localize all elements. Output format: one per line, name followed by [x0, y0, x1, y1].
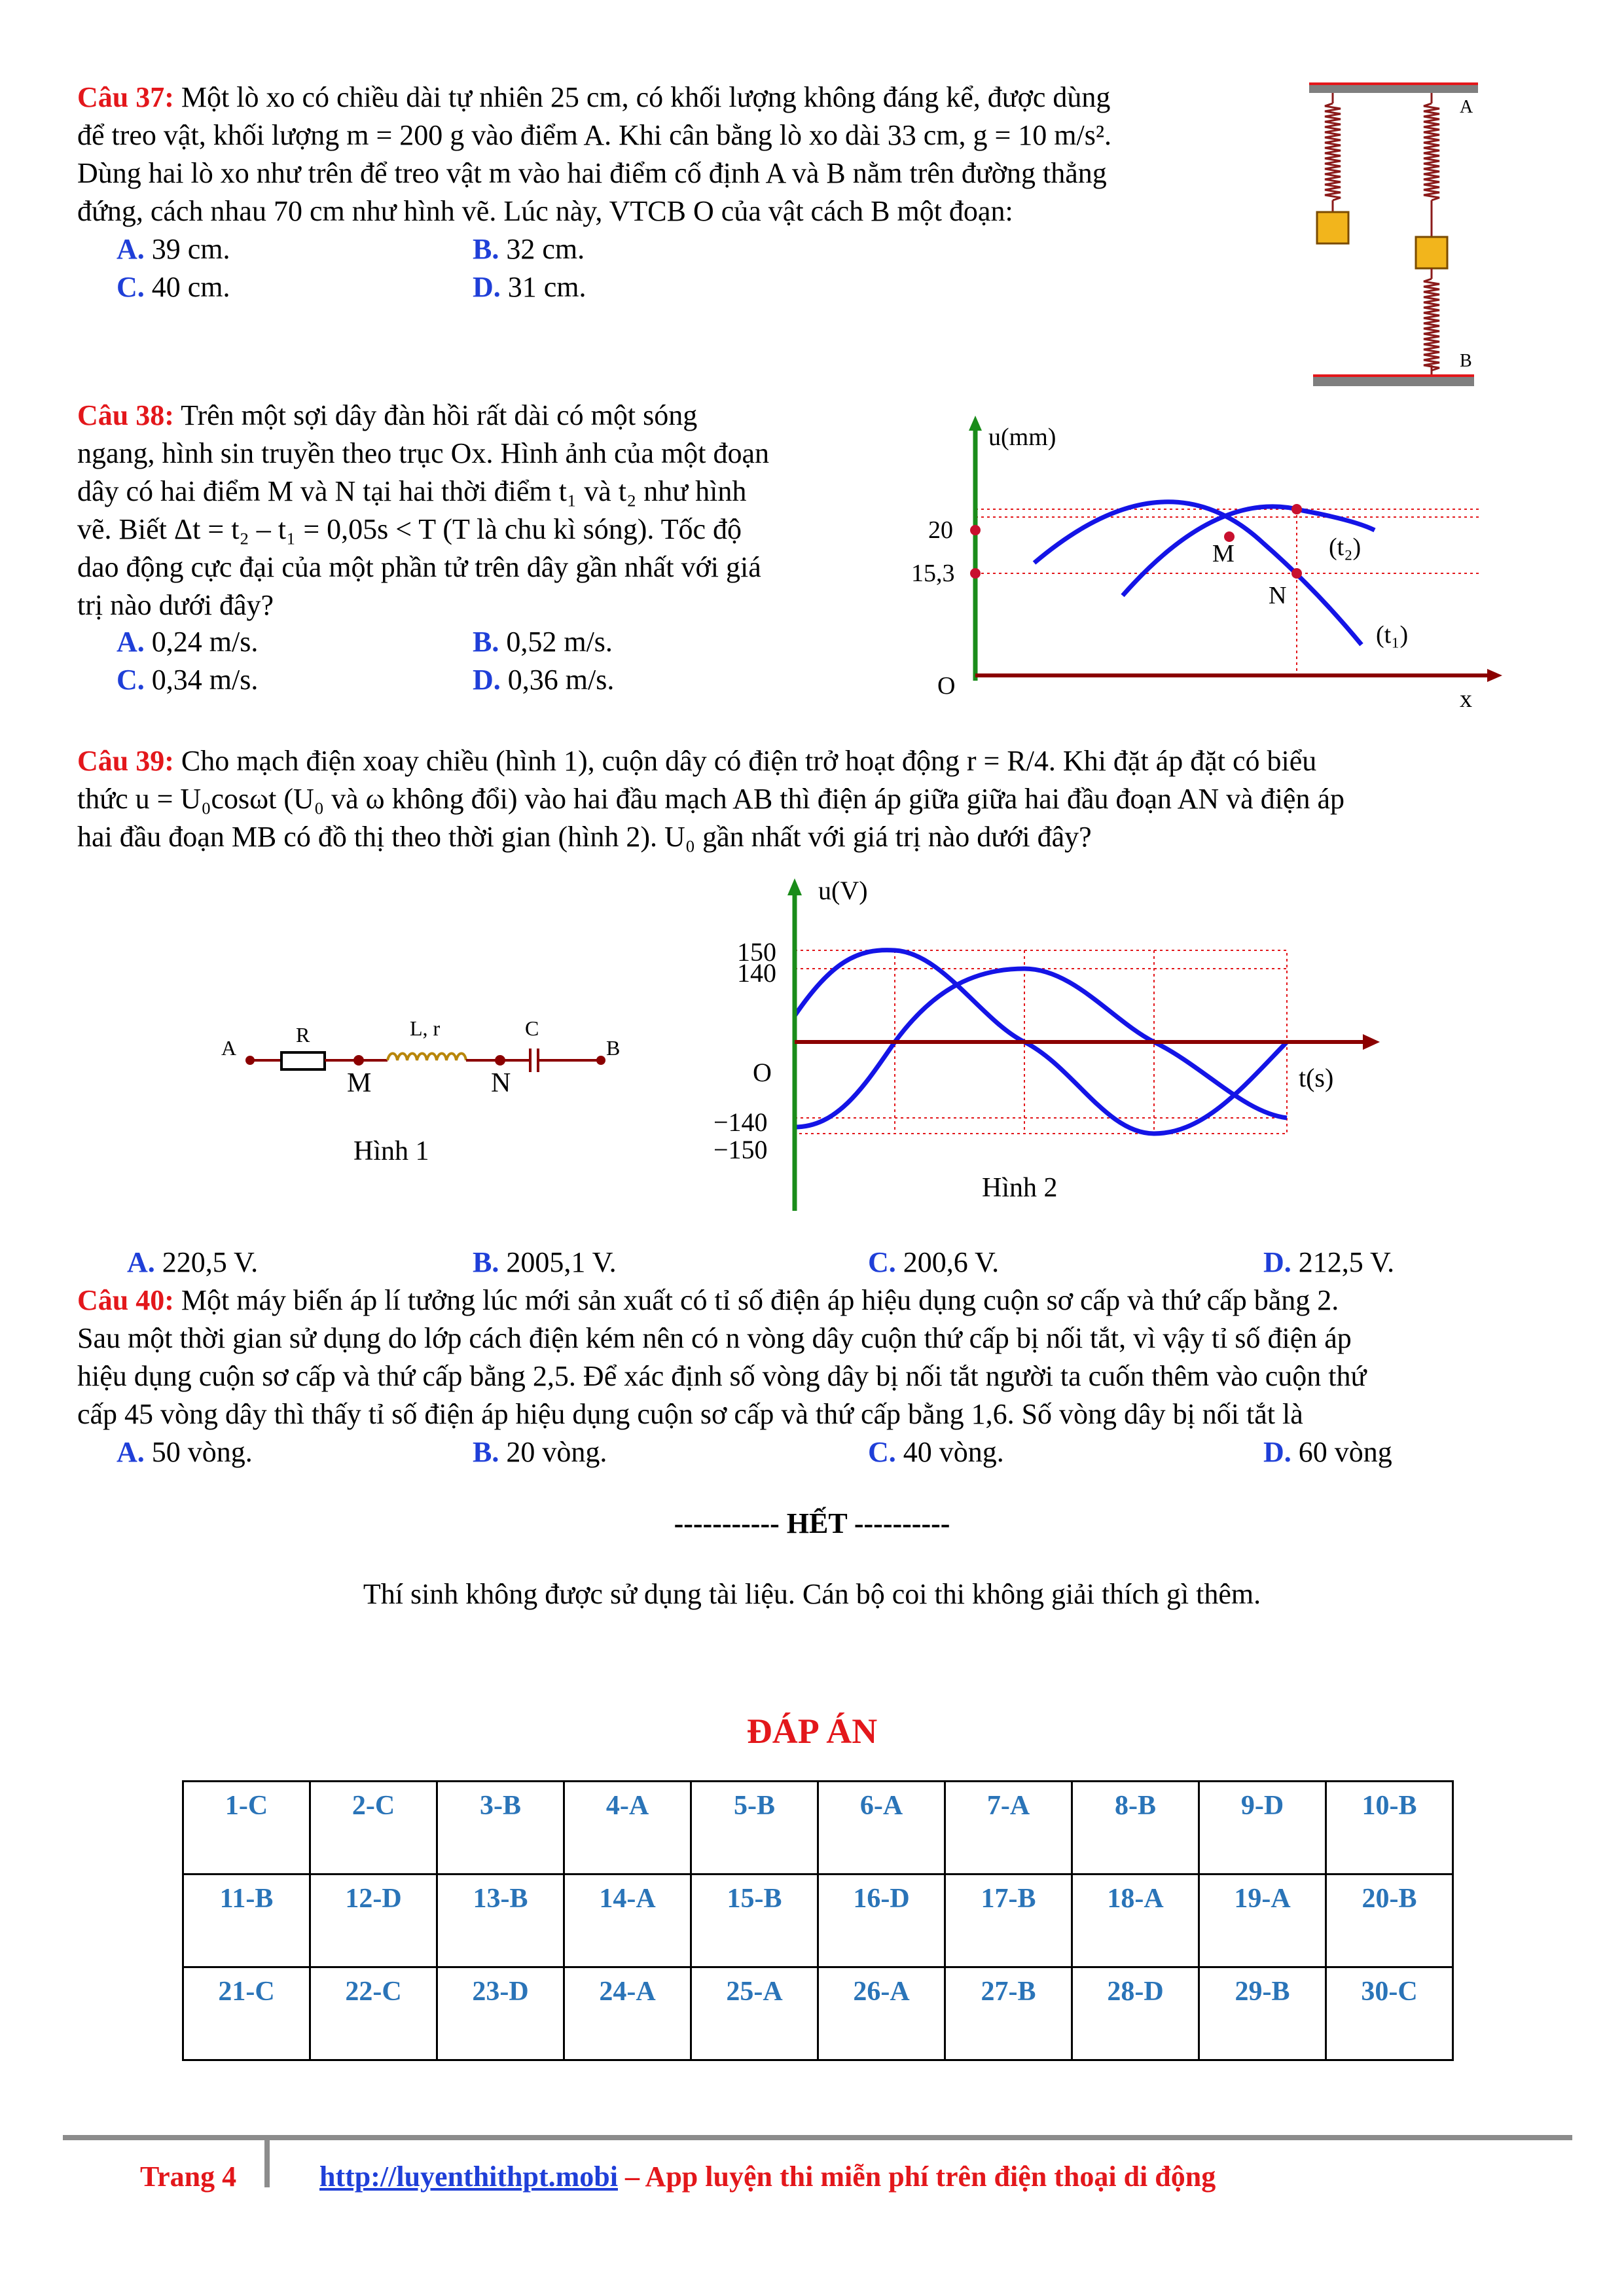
- q37-spring-figure: [1303, 65, 1492, 399]
- answer-cell: 9-D: [1199, 1782, 1326, 1874]
- q39-option-b[interactable]: B. 2005,1 V.: [473, 1246, 617, 1278]
- q40-option-c[interactable]: C. 40 vòng.: [868, 1436, 1004, 1468]
- x-axis-arrow: [1487, 669, 1502, 682]
- x-axis-label: x: [1460, 685, 1472, 713]
- q38-line: ngang, hình sin truyền theo trục Ox. Hình ảnh của một đoạn: [77, 437, 770, 469]
- node-m: [353, 1055, 364, 1066]
- answer-cell: 18-A: [1072, 1874, 1199, 1967]
- answer-cell: 17-B: [945, 1874, 1072, 1967]
- q38-wave-figure: [910, 412, 1512, 720]
- q37-line: Một lò xo có chiều dài tự nhiên 25 cm, có khối lượng không đáng kể, được dùng: [173, 81, 1111, 113]
- graph-x-label: t(s): [1299, 1063, 1334, 1092]
- answer-cell: 6-A: [818, 1782, 945, 1874]
- q38-line: Trên một sợi dây đàn hồi rất dài có một sóng: [173, 399, 698, 431]
- q39-number: Câu 39:: [77, 745, 174, 777]
- answer-cell: 23-D: [437, 1967, 564, 2060]
- q37-option-a[interactable]: A. 39 cm.: [117, 233, 230, 265]
- answer-cell: 19-A: [1199, 1874, 1326, 1967]
- q39-option-a[interactable]: A. 220,5 V.: [127, 1246, 259, 1278]
- q37-option-c[interactable]: C. 40 cm.: [117, 271, 230, 303]
- terminal-a: [245, 1056, 255, 1065]
- dot-n: [1291, 568, 1302, 579]
- left-spring: [1325, 93, 1341, 212]
- graph-u-arrow: [787, 878, 802, 895]
- graph-y-label: u(V): [818, 876, 868, 905]
- tick-20: 20: [928, 516, 953, 544]
- answer-cell: 8-B: [1072, 1782, 1199, 1874]
- u-axis-label: u(mm): [988, 423, 1056, 451]
- q39-option-d[interactable]: D. 212,5 V.: [1263, 1246, 1395, 1278]
- circuit-caption: Hình 1: [353, 1136, 429, 1166]
- q37-line: để treo vật, khối lượng m = 200 g vào điểm A. Khi cân bằng lò xo dài 33 cm, g = 10 m/s².: [77, 119, 1112, 151]
- floor-red-line: [1313, 374, 1474, 377]
- graph-origin: O: [753, 1058, 772, 1087]
- terminal-b: [596, 1056, 605, 1065]
- q40-line: cấp 45 vòng dây thì thấy tỉ số điện áp hiệu dụng cuộn sơ cấp và thứ cấp bằng 1,6. Số vòng dây bị nối tắt là: [77, 1398, 1303, 1430]
- answer-cell: 12-D: [310, 1874, 437, 1967]
- graph-tick-m140: −140: [713, 1107, 768, 1137]
- q37-option-b[interactable]: B. 32 cm.: [473, 233, 585, 265]
- q37-line: đứng, cách nhau 70 cm như hình vẽ. Lúc này, VTCB O của vật cách B một đoạn:: [77, 195, 1013, 227]
- u-axis-arrow: [969, 416, 982, 431]
- answer-cell: 21-C: [183, 1967, 310, 2060]
- left-mass: [1317, 212, 1348, 243]
- q40-option-a[interactable]: A. 50 vòng.: [117, 1436, 253, 1468]
- q37-number: Câu 37:: [77, 81, 174, 113]
- q40-number: Câu 40:: [77, 1284, 174, 1316]
- q38-text: [77, 397, 881, 624]
- q37-option-d[interactable]: D. 31 cm.: [473, 271, 586, 303]
- tick-153: 15,3: [911, 560, 955, 587]
- q38-option-c[interactable]: C. 0,34 m/s.: [117, 664, 259, 696]
- q39-text: [77, 742, 1557, 856]
- answer-cell: 26-A: [818, 1967, 945, 2060]
- answers-title: ĐÁP ÁN: [746, 1712, 878, 1751]
- origin-label: O: [937, 672, 956, 700]
- circuit-n-label: N: [491, 1068, 511, 1098]
- answer-cell: 5-B: [691, 1782, 818, 1874]
- answer-cell: 20-B: [1326, 1874, 1453, 1967]
- q39-line: thức u = U₀cosωt (U₀ và ω không đổi) vào hai đầu mạch AB thì điện áp giữa giữa hai đầu đoạn AN và điện áp: [77, 783, 1344, 815]
- exam-note: Thí sinh không được sử dụng tài liệu. Cán bộ coi thi không giải thích gì thêm.: [363, 1578, 1261, 1610]
- footer-url-link[interactable]: http://luyenthithpt.mobi: [319, 2161, 618, 2193]
- circuit-b-label: B: [606, 1036, 621, 1060]
- answers-table: [182, 1780, 1454, 2061]
- floor-bar: [1313, 377, 1474, 386]
- q38-number: Câu 38:: [77, 399, 174, 431]
- right-top-spring: [1424, 93, 1439, 237]
- footer-page: Trang 4: [140, 2161, 237, 2193]
- answer-cell: 28-D: [1072, 1967, 1199, 2060]
- label-t2: (t₂): [1329, 533, 1362, 561]
- answer-cell: 7-A: [945, 1782, 1072, 1874]
- answer-cell: 30-C: [1326, 1967, 1453, 2060]
- dot-153-axis: [970, 568, 981, 579]
- point-b-label: B: [1460, 351, 1472, 371]
- answer-cell: 24-A: [564, 1967, 691, 2060]
- label-t1: (t₁): [1376, 621, 1409, 649]
- q40-option-d[interactable]: D. 60 vòng: [1263, 1436, 1392, 1468]
- q38-line: vẽ. Biết Δt = t₂ – t₁ = 0,05s < T (T là chu kì sóng). Tốc độ: [77, 513, 742, 545]
- graph-caption: Hình 2: [982, 1173, 1058, 1203]
- label-m: M: [1212, 540, 1235, 567]
- q40-line: hiệu dụng cuộn sơ cấp và thứ cấp bằng 2,5. Để xác định số vòng dây bị nối tắt người ta cuốn thêm vào cuộn thứ: [77, 1360, 1367, 1392]
- q37-text: [77, 79, 1275, 230]
- answer-cell: 22-C: [310, 1967, 437, 2060]
- footer-link-row: [319, 2160, 1216, 2193]
- dot-top: [1291, 504, 1302, 514]
- ceiling-red-line: [1309, 82, 1478, 85]
- circuit-m-label: M: [347, 1068, 372, 1098]
- answer-cell: 4-A: [564, 1782, 691, 1874]
- q40-option-b[interactable]: B. 20 vòng.: [473, 1436, 607, 1468]
- table-row: [183, 1874, 1453, 1967]
- graph-tick-140: 140: [737, 958, 776, 988]
- q38-line: dây có hai điểm M và N tại hai thời điểm t₁ và t₂ như hình: [77, 475, 747, 507]
- table-row: [183, 1967, 1453, 2060]
- circuit-r-label: R: [296, 1023, 310, 1047]
- answer-cell: 16-D: [818, 1874, 945, 1967]
- answer-cell: 10-B: [1326, 1782, 1453, 1874]
- right-mass: [1416, 237, 1447, 268]
- q39-graph: [707, 870, 1401, 1237]
- curve-mb: [795, 969, 1287, 1127]
- resistor: [281, 1052, 325, 1069]
- q38-line: trị nào dưới đây?: [77, 589, 274, 621]
- answer-cell: 11-B: [183, 1874, 310, 1967]
- q38-option-d[interactable]: D. 0,36 m/s.: [473, 664, 615, 696]
- graph-t-arrow: [1363, 1034, 1380, 1050]
- footer-divider: [63, 2135, 1572, 2140]
- circuit-c-label: C: [525, 1016, 539, 1040]
- circuit-lr-label: L, r: [410, 1016, 441, 1040]
- answer-cell: 3-B: [437, 1782, 564, 1874]
- end-marker: ----------- HẾT ----------: [674, 1507, 950, 1539]
- footer-tagline: – App luyện thi miễn phí trên điện thoại di động: [617, 2161, 1216, 2193]
- table-row: [183, 1782, 1453, 1874]
- q40-text: [77, 1282, 1557, 1433]
- q40-line: Sau một thời gian sử dụng do lớp cách điện kém nên có n vòng dây cuộn thứ cấp bị nối tắt, vì vậy tỉ số điện áp: [77, 1322, 1352, 1354]
- right-bottom-spring: [1424, 268, 1439, 377]
- q39-option-c[interactable]: C. 200,6 V.: [868, 1246, 1000, 1278]
- q37-line: Dùng hai lò xo như trên để treo vật m vào hai điểm cố định A và B nằm trên đường thẳng: [77, 157, 1107, 189]
- q38-option-a[interactable]: A. 0,24 m/s.: [117, 626, 259, 658]
- answer-cell: 25-A: [691, 1967, 818, 2060]
- answer-cell: 13-B: [437, 1874, 564, 1967]
- label-n: N: [1269, 582, 1287, 609]
- q39-line: Cho mạch điện xoay chiều (hình 1), cuộn dây có điện trở hoạt động r = R/4. Khi đặt áp đặt có biểu: [173, 745, 1317, 777]
- graph-tick-m150: −150: [713, 1135, 768, 1164]
- answer-cell: 29-B: [1199, 1967, 1326, 2060]
- footer-separator: [264, 2135, 270, 2187]
- graph-tick-150: 150: [737, 937, 776, 967]
- q38-option-b[interactable]: B. 0,52 m/s.: [473, 626, 613, 658]
- answer-cell: 27-B: [945, 1967, 1072, 2060]
- answer-cell: 15-B: [691, 1874, 818, 1967]
- q38-line: dao động cực đại của một phần tử trên dây gần nhất với giá: [77, 551, 761, 583]
- answer-cell: 14-A: [564, 1874, 691, 1967]
- q39-circuit: [209, 1008, 641, 1178]
- ceiling-bar: [1309, 85, 1478, 93]
- answer-cell: 1-C: [183, 1782, 310, 1874]
- point-a-label: A: [1460, 97, 1473, 117]
- answer-cell: 2-C: [310, 1782, 437, 1874]
- dot-20-axis: [970, 525, 981, 535]
- q40-line: Một máy biến áp lí tưởng lúc mới sản xuất có tỉ số điện áp hiệu dụng cuộn sơ cấp và thứ cấp bằng 2.: [173, 1284, 1339, 1316]
- node-n: [495, 1055, 505, 1066]
- circuit-a-label: A: [221, 1036, 237, 1060]
- inductor: [388, 1054, 466, 1061]
- q39-line: hai đầu đoạn MB có đồ thị theo thời gian (hình 2). U₀ gần nhất với giá trị nào dưới đây?: [77, 821, 1092, 853]
